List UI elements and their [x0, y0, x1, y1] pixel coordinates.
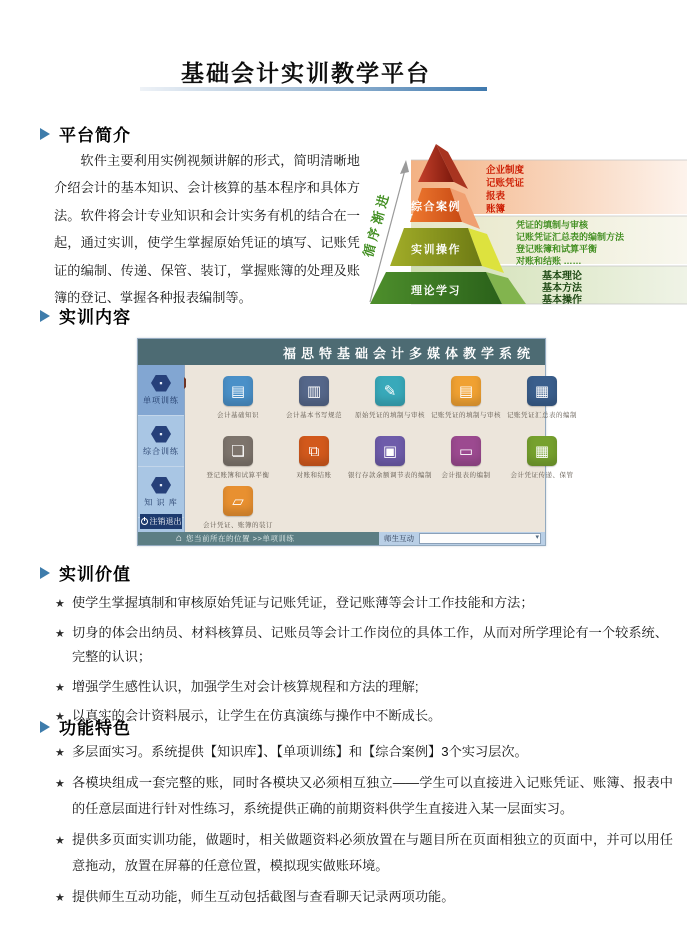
app-title: 福思特基础会计多媒体教学系统 [282, 345, 535, 361]
home-icon: ⌂ [176, 533, 183, 544]
tile-bookkeeping-voucher[interactable]: ▤ 记账凭证的填制与审核 [428, 376, 504, 419]
value-bullet: ★ 增强学生感性认识，加强学生对会计核算规程和方法的理解; [55, 675, 668, 700]
practice-item: 对账和结账 …… [516, 256, 582, 266]
section-heading-content: 实训内容 [40, 303, 131, 328]
arrow-head-icon [400, 160, 409, 174]
feature-bullet: ★ 各模块组成一套完整的账，同时各模块又必须相互独立——学生可以直接进入记账凭证、账簿、报表中的任意层面进行针对性练习，系统提供正确的前期资料供学生直接进入某一层面实习。 [55, 770, 673, 822]
section-arrow-icon [40, 310, 50, 322]
voucher-icon: ▤ [451, 376, 481, 406]
app-titlebar [138, 339, 545, 365]
value-bullet-list [55, 591, 668, 734]
sidebar-item-knowledge-base[interactable]: ▪ 知 识 库 [138, 467, 184, 518]
stacked-pages-icon: ⧉ [299, 436, 329, 466]
theory-item: 基本操作 [542, 295, 582, 306]
title-underline [140, 87, 487, 91]
power-icon [141, 518, 148, 525]
logout-button[interactable]: 注销退出 [140, 514, 182, 529]
tile-accounting-basics[interactable]: ▤ 会计基础知识 [200, 376, 276, 419]
section-arrow-icon [40, 567, 50, 579]
calculator-icon: ▦ [527, 436, 557, 466]
app-sidebar [138, 365, 185, 532]
level-label-theory: 理论学习 [411, 285, 461, 297]
tile-writing-standard[interactable]: ▥ 会计基本书写规范 [276, 376, 352, 419]
report-monitor-icon: ▭ [451, 436, 481, 466]
sidebar-item-comprehensive-training[interactable]: ▪ 综合训练 [138, 416, 184, 467]
value-bullet: ★ 切身的体会出纳员、材料核算员、记账员等会计工作岗位的具体工作，从而对所学理论有一个较系统、完整的认识； [55, 621, 668, 670]
section-arrow-icon [40, 721, 50, 733]
level-label-case: 综合案例 [411, 201, 461, 213]
interaction-label: 师生互动 [384, 534, 414, 543]
theory-item: 基本理论 [542, 271, 582, 282]
practice-item: 记账凭证汇总表的编制方法 [516, 232, 625, 242]
tile-voucher-transfer-storage[interactable]: ▦ 会计凭证传递、保管 [504, 436, 580, 479]
sidebar-item-single-training[interactable]: ▪ 单项训练 [138, 365, 184, 416]
case-item: 记账凭证 [486, 178, 525, 189]
app-screenshot [137, 338, 577, 546]
writing-standard-icon: ▥ [299, 376, 329, 406]
app-statusbar [138, 532, 545, 545]
pyramid-diagram [356, 132, 688, 310]
folder-icon: ▱ [223, 486, 253, 516]
level-label-practice: 实训操作 [411, 244, 461, 256]
feature-bullet: ★ 多层面实习。系统提供【知识库】、【单项训练】和【综合案例】3个实习层次。 [55, 739, 673, 765]
tile-financial-reports[interactable]: ▭ 会计报表的编制 [428, 436, 504, 479]
section-heading-intro: 平台简介 [40, 121, 131, 146]
interaction-panel [379, 532, 545, 545]
pencil-paper-icon: ✎ [375, 376, 405, 406]
section-heading-value: 实训价值 [40, 560, 131, 585]
tile-voucher-summary[interactable]: ▦ 记账凭证汇总表的编制 [504, 376, 580, 419]
case-item: 报表 [486, 191, 506, 202]
feature-bullet: ★ 提供师生互动功能，师生互动包括截图与查看聊天记录两项功能。 [55, 884, 673, 910]
section-arrow-icon [40, 128, 50, 140]
intro-paragraph: 软件主要利用实例视频讲解的形式，简明清晰地介绍会计的基本知识、会计核算的基本程序和具体方法。软件将会计专业知识和会计实务有机的结合在一起，通过实训，使学生掌握原始凭证的填写、记账凭证的编制、传递、保管、装订，掌握账簿的处理及账簿的登记、掌握各种报表编制等。 [54, 153, 360, 306]
features-bullet-list [55, 739, 673, 915]
textbook-icon: ▤ [223, 376, 253, 406]
section-heading-features: 功能特色 [40, 714, 131, 739]
case-item: 企业制度 [486, 165, 525, 176]
breadcrumb: 您当前所在的位置 >>单项训练 [186, 534, 295, 543]
theory-item: 基本方法 [542, 283, 582, 294]
pyramid-svg [356, 132, 688, 310]
bank-statement-icon: ▣ [375, 436, 405, 466]
tile-reconciliation-closing[interactable]: ⧉ 对账和结账 [276, 436, 352, 479]
app-main [186, 365, 577, 532]
practice-item: 登记账簿和试算平衡 [516, 244, 598, 254]
tile-original-voucher[interactable]: ✎ 原始凭证的填制与审核 [352, 376, 428, 419]
hexagon-library-icon [151, 477, 171, 494]
value-bullet: ★ 以真实的会计资料展示，让学生在仿真演练与操作中不断成长。 [55, 704, 668, 729]
feature-bullet: ★ 提供多页面实训功能，做题时，相关做题资料必须放置在与题目所在页面相独立的页面中，并可以用任意拖动，放置在屏幕的任意位置，模拟现实做账环境。 [55, 827, 673, 879]
interaction-dropdown[interactable] [419, 533, 541, 544]
page-title: 基础会计实训教学平台 [181, 60, 431, 86]
chevron-down-icon: ▾ [535, 534, 539, 541]
ledger-page-icon: ❏ [223, 436, 253, 466]
practice-item: 凭证的填制与审核 [516, 220, 589, 230]
value-bullet: ★ 使学生掌握填制和审核原始凭证与记账凭证，登记账薄等会计工作技能和方法； [55, 591, 668, 616]
tile-ledger-trial-balance[interactable]: ❏ 登记账簿和试算平衡 [200, 436, 276, 479]
arrow-label: 循序渐进 [360, 189, 393, 259]
case-item: 账簿 [486, 204, 506, 215]
hexagon-doc-icon [151, 375, 171, 392]
tile-voucher-binding[interactable]: ▱ 会计凭证、账簿的装订 [200, 486, 276, 529]
app-body [138, 365, 577, 532]
hexagon-case-icon [151, 426, 171, 443]
summary-table-icon: ▦ [527, 376, 557, 406]
tile-bank-reconciliation[interactable]: ▣ 银行存款余额调节表的编制 [352, 436, 428, 479]
